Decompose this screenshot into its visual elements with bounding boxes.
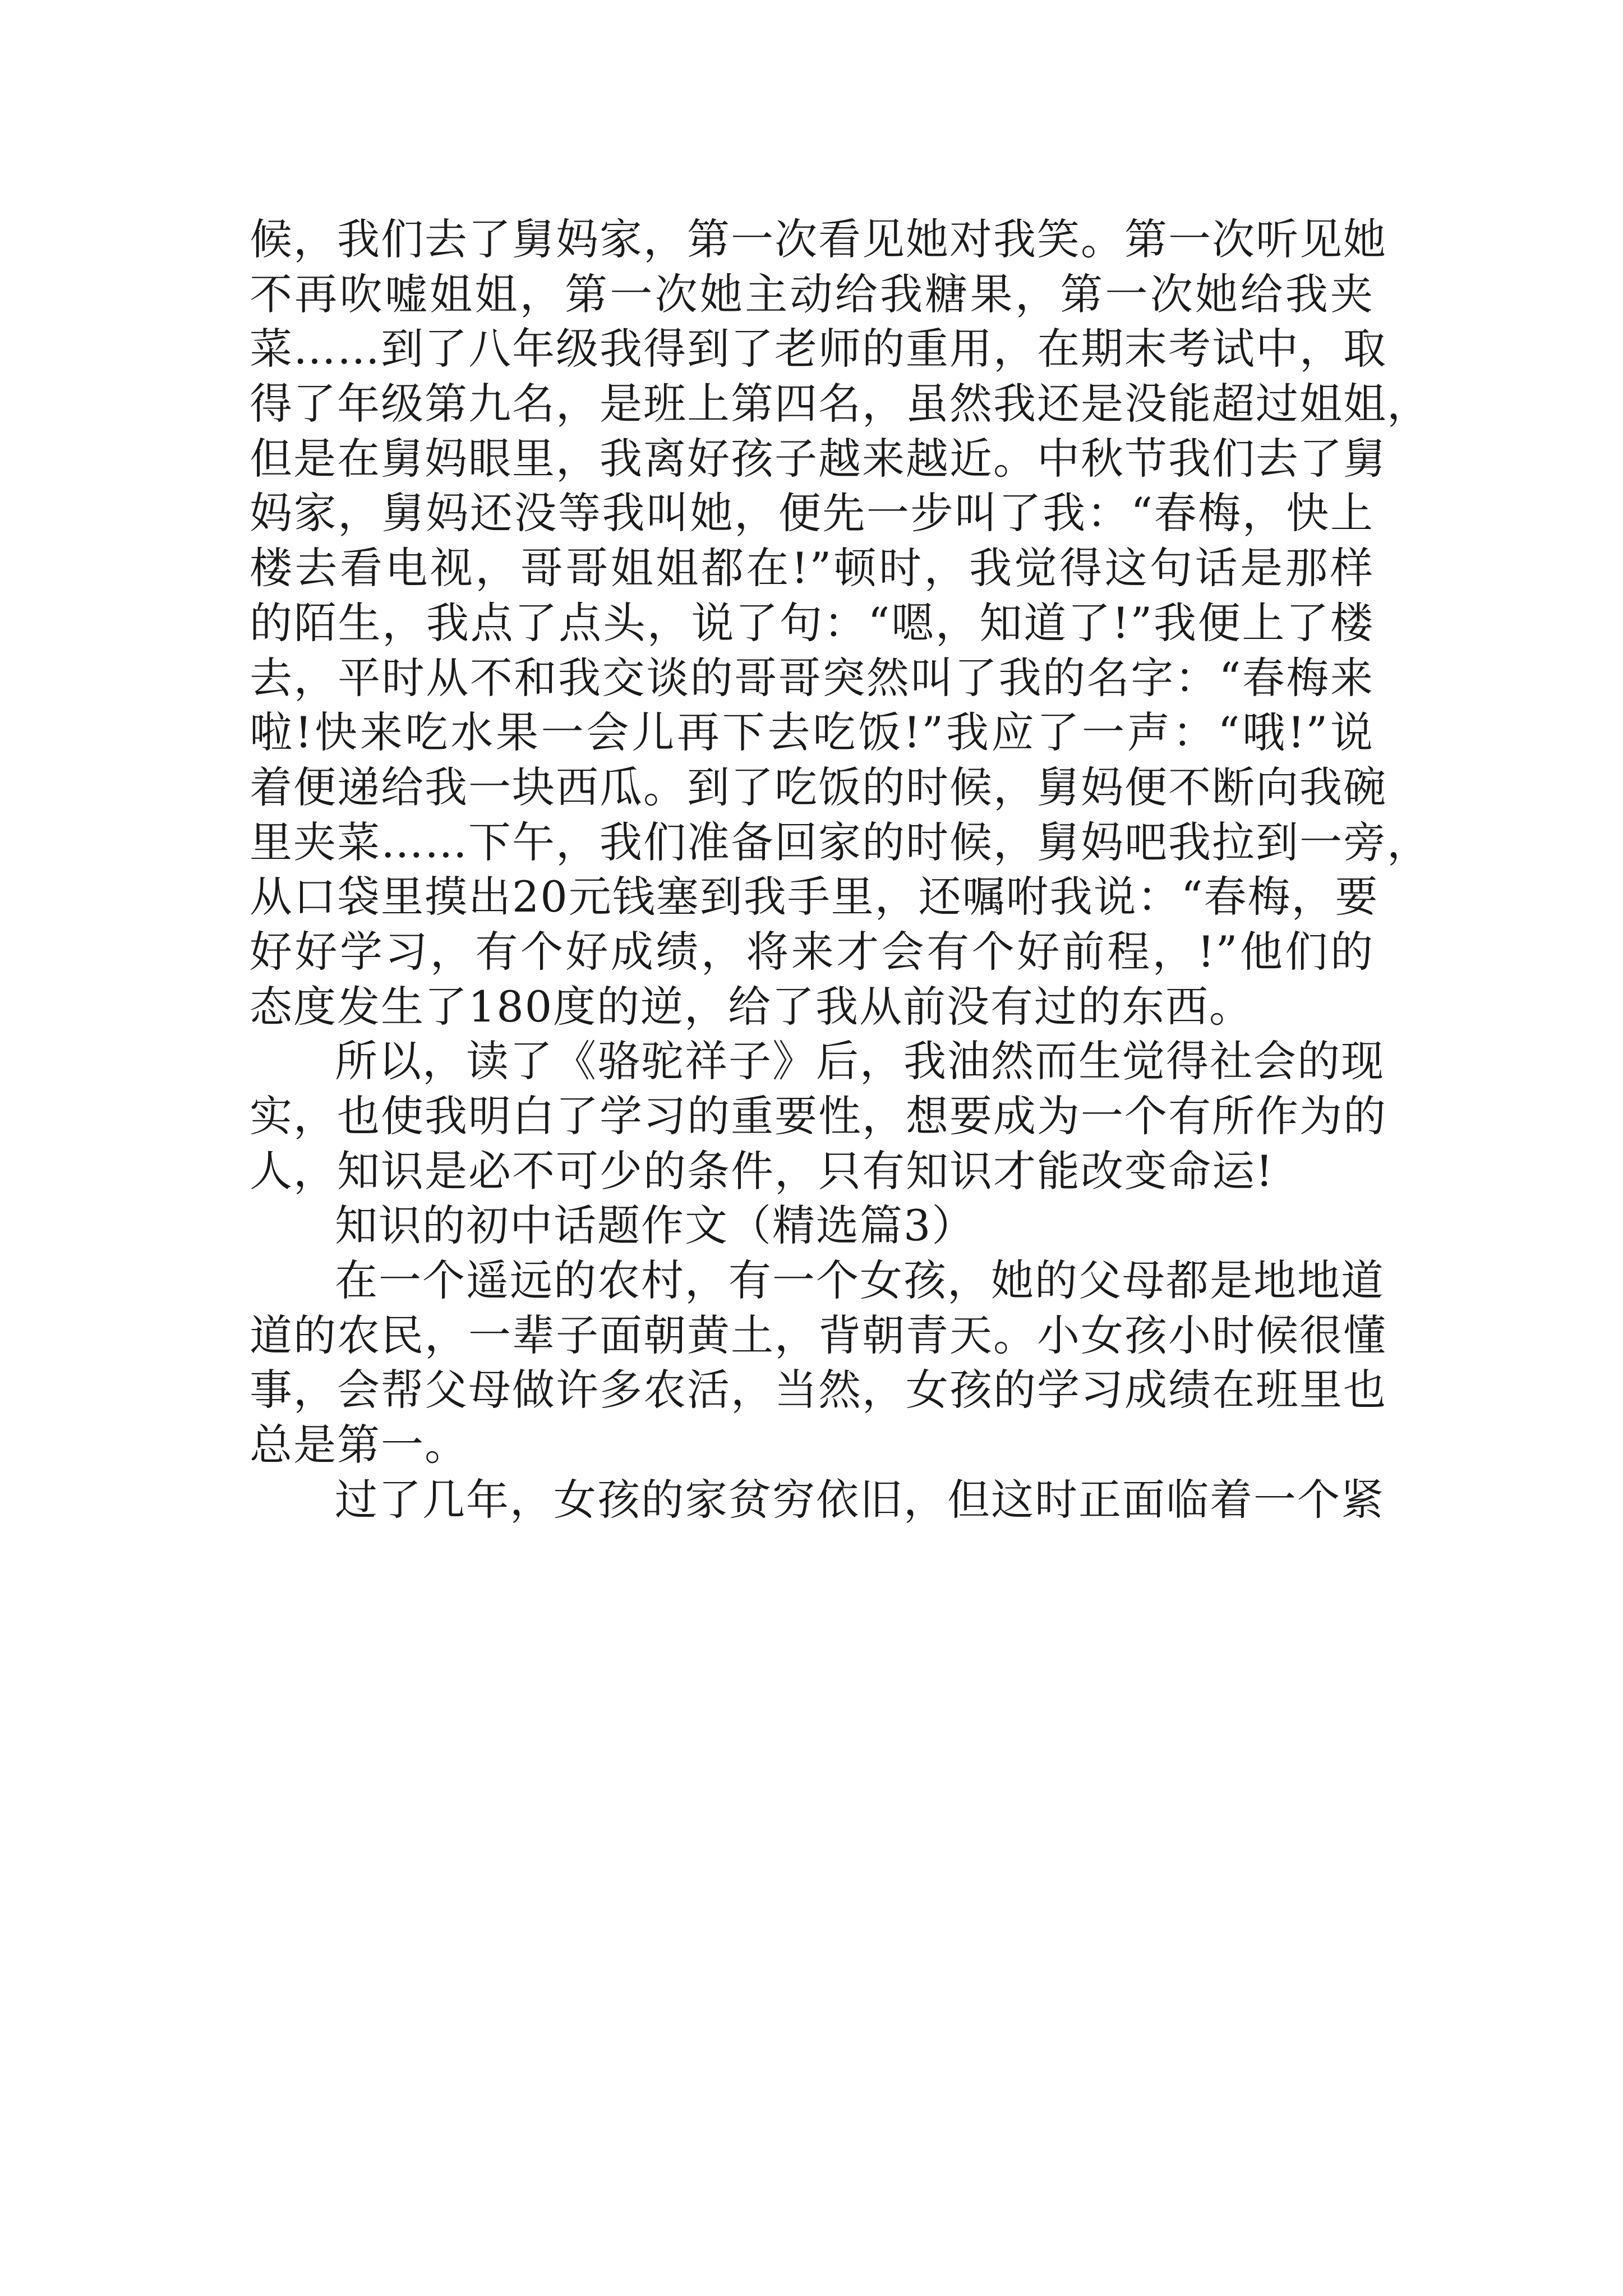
- text-line: 道的农民，一辈子面朝黄土，背朝青天。小女孩小时候很懂: [250, 1310, 1387, 1360]
- text-line: 菜……到了八年级我得到了老师的重用，在期末考试中，取: [250, 324, 1387, 374]
- text-line: 好好学习，有个好成绩，将来才会有个好前程，!”他们的: [250, 926, 1374, 977]
- text-line: 从口袋里摸出20元钱塞到我手里，还嘱咐我说：“春梅，要: [250, 872, 1379, 922]
- text-line: 楼去看电视，哥哥姐姐都在!”顿时，我觉得这句话是那样: [250, 543, 1374, 593]
- text-line: 实，也使我明白了学习的重要性，想要成为一个有所作为的: [250, 1091, 1387, 1141]
- paragraph-start-line: 在一个遥远的农村，有一个女孩，她的父母都是地地道: [335, 1255, 1385, 1306]
- text-line: 总是第一。: [250, 1420, 468, 1470]
- text-line: 人，知识是必不可少的条件，只有知识才能改变命运!: [250, 1145, 1274, 1196]
- text-line: 着便递给我一块西瓜。到了吃饭的时候，舅妈便不断向我碗: [250, 762, 1387, 812]
- text-line: 妈家，舅妈还没等我叫她，便先一步叫了我：“春梅，快上: [250, 488, 1374, 539]
- section-heading: 知识的初中话题作文（精选篇3）: [335, 1200, 976, 1251]
- text-line: 候，我们去了舅妈家，第一次看见她对我笑。第一次听见她: [250, 214, 1387, 264]
- text-line: 不再吹嘘姐姐，第一次她主动给我糖果，第一次她给我夹: [250, 269, 1374, 319]
- text-line: 事，会帮父母做许多农活，当然，女孩的学习成绩在班里也: [250, 1365, 1387, 1415]
- text-line: 态度发生了180度的逆，给了我从前没有过的东西。: [250, 981, 1253, 1032]
- paragraph-start-line: 过了几年，女孩的家贫穷依旧，但这时正面临着一个紧: [335, 1474, 1385, 1525]
- body-text: [250, 212, 1431, 1527]
- text-line: 去，平时从不和我交谈的哥哥突然叫了我的名字：“春梅来: [250, 652, 1374, 703]
- text-line: 得了年级第九名，是班上第四名，虽然我还是没能超过姐姐，: [250, 379, 1431, 429]
- text-line: 的陌生，我点了点头，说了句：“嗯，知道了!”我便上了楼: [250, 597, 1374, 648]
- text-line: 啦!快来吃水果一会儿再下去吃饭!”我应了一声：“哦!”说: [250, 707, 1374, 758]
- text-line: 但是在舅妈眼里，我离好孩子越来越近。中秋节我们去了舅: [250, 433, 1387, 484]
- paragraph-start-line: 所以，读了《骆驼祥子》后，我油然而生觉得社会的现: [335, 1036, 1385, 1087]
- text-line: 里夹菜……下午，我们准备回家的时候，舅妈吧我拉到一旁，: [250, 817, 1431, 867]
